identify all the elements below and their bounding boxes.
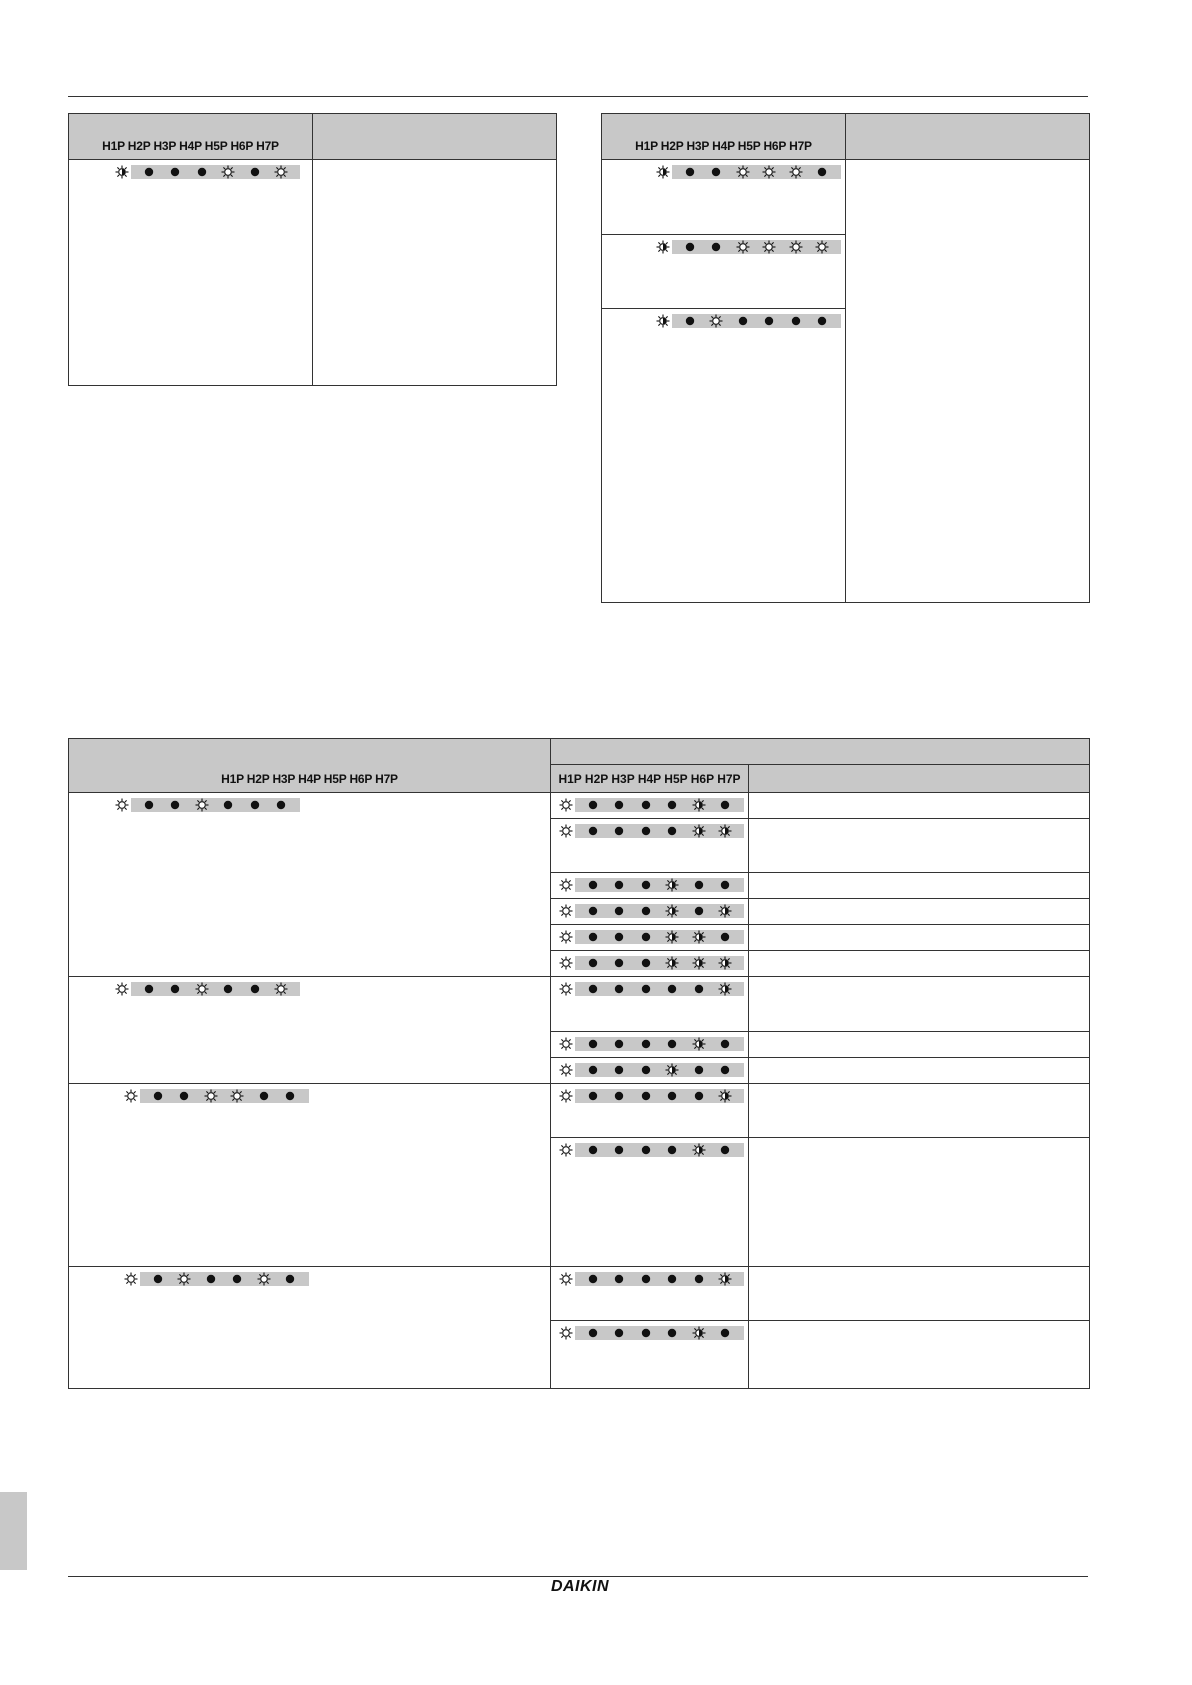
led-flash-icon — [686, 956, 711, 970]
led-off-icon — [659, 1037, 684, 1051]
sub-row — [551, 925, 749, 951]
led-off-icon — [215, 982, 240, 996]
led-off-icon — [171, 1089, 196, 1103]
header-rule — [68, 96, 1088, 97]
led-on-icon — [215, 165, 240, 179]
led-on-icon — [553, 1143, 578, 1157]
led-flash-icon — [650, 165, 675, 179]
led-flash-icon — [650, 314, 675, 328]
led-off-icon — [756, 314, 781, 328]
led-off-icon — [712, 1326, 737, 1340]
sub-row — [551, 819, 749, 873]
description-cell — [749, 873, 1090, 899]
led-off-icon — [633, 982, 658, 996]
led-off-icon — [633, 904, 658, 918]
description-cell — [846, 160, 1090, 603]
led-off-icon — [659, 824, 684, 838]
led-off-icon — [686, 1089, 711, 1103]
description-header — [846, 114, 1090, 160]
led-flash-icon — [686, 1326, 711, 1340]
led-off-icon — [251, 1089, 276, 1103]
led-off-icon — [606, 956, 631, 970]
led-off-icon — [633, 1037, 658, 1051]
led-off-icon — [659, 1089, 684, 1103]
led-on-icon — [553, 930, 578, 944]
led-on-icon — [189, 798, 214, 812]
led-flash-icon — [686, 1037, 711, 1051]
led-off-icon — [686, 878, 711, 892]
led-on-icon — [809, 240, 834, 254]
led-off-icon — [242, 798, 267, 812]
led-off-icon — [606, 1063, 631, 1077]
led-table-3 — [68, 738, 1090, 1389]
table-row — [69, 977, 551, 1084]
led-flash-icon — [712, 1272, 737, 1286]
table-row — [69, 793, 551, 977]
led-off-icon — [136, 165, 161, 179]
led-off-icon — [215, 798, 240, 812]
led-on-icon — [553, 904, 578, 918]
led-on-icon — [730, 165, 755, 179]
led-on-icon — [268, 982, 293, 996]
led-off-icon — [162, 798, 187, 812]
led-off-icon — [686, 904, 711, 918]
led-off-icon — [145, 1272, 170, 1286]
led-off-icon — [580, 1089, 605, 1103]
led-flash-icon — [712, 982, 737, 996]
table-row — [69, 1084, 551, 1267]
led-off-icon — [712, 798, 737, 812]
description-cell — [749, 819, 1090, 873]
led-on-icon — [189, 982, 214, 996]
led-off-icon — [580, 904, 605, 918]
led-off-icon — [580, 982, 605, 996]
description-cell — [749, 1058, 1090, 1084]
led-off-icon — [659, 1143, 684, 1157]
led-on-icon — [118, 1089, 143, 1103]
led-off-icon — [712, 1037, 737, 1051]
description-cell — [749, 1084, 1090, 1138]
description-cell — [749, 1138, 1090, 1267]
led-flash-icon — [659, 956, 684, 970]
sub-row — [551, 1032, 749, 1058]
led-on-icon — [251, 1272, 276, 1286]
led-off-icon — [703, 240, 728, 254]
led-off-icon — [659, 798, 684, 812]
led-header: H1P H2P H3P H4P H5P H6P H7P — [602, 114, 846, 160]
led-header: H1P H2P H3P H4P H5P H6P H7P — [69, 114, 313, 160]
led-on-icon — [109, 798, 134, 812]
led-off-icon — [712, 878, 737, 892]
led-off-icon — [580, 930, 605, 944]
led-off-icon — [606, 1143, 631, 1157]
led-off-icon — [712, 930, 737, 944]
led-off-icon — [606, 930, 631, 944]
led-off-icon — [580, 1326, 605, 1340]
led-off-icon — [606, 878, 631, 892]
description-cell — [749, 793, 1090, 819]
led-flash-icon — [659, 878, 684, 892]
led-off-icon — [677, 240, 702, 254]
led-off-icon — [606, 798, 631, 812]
led-on-icon — [553, 1272, 578, 1286]
led-off-icon — [633, 1272, 658, 1286]
led-off-icon — [633, 824, 658, 838]
led-off-icon — [809, 314, 834, 328]
led-flash-icon — [650, 240, 675, 254]
led-off-icon — [136, 798, 161, 812]
led-flash-icon — [659, 904, 684, 918]
led-off-icon — [659, 982, 684, 996]
led-off-icon — [606, 1326, 631, 1340]
led-off-icon — [730, 314, 755, 328]
sub-row — [551, 1058, 749, 1084]
led-on-icon — [553, 798, 578, 812]
led-off-icon — [633, 1326, 658, 1340]
description-cell — [749, 977, 1090, 1032]
sub-row — [551, 899, 749, 925]
led-on-icon — [553, 824, 578, 838]
sub-row — [551, 951, 749, 977]
sub-row — [551, 1138, 749, 1267]
led-off-icon — [162, 165, 187, 179]
led-flash-icon — [712, 956, 737, 970]
led-off-icon — [580, 956, 605, 970]
description-cell — [749, 1267, 1090, 1321]
led-off-icon — [189, 165, 214, 179]
led-on-icon — [118, 1272, 143, 1286]
led-off-icon — [580, 1272, 605, 1286]
led-off-icon — [659, 1326, 684, 1340]
description-cell — [749, 925, 1090, 951]
led-flash-icon — [659, 930, 684, 944]
led-off-icon — [633, 956, 658, 970]
led-flash-icon — [686, 930, 711, 944]
led-off-icon — [606, 1089, 631, 1103]
sub-row — [551, 793, 749, 819]
led-off-icon — [677, 165, 702, 179]
table-row — [69, 160, 313, 386]
led-flash-icon — [109, 165, 134, 179]
led-on-icon — [553, 1037, 578, 1051]
led-off-icon — [686, 982, 711, 996]
led-off-icon — [659, 1272, 684, 1286]
led-off-icon — [268, 798, 293, 812]
led-off-icon — [242, 165, 267, 179]
led-on-icon — [553, 956, 578, 970]
led-on-icon — [756, 165, 781, 179]
result-header — [551, 739, 1090, 765]
led-off-icon — [580, 1143, 605, 1157]
table-row — [602, 160, 846, 235]
led-on-icon — [553, 1089, 578, 1103]
sub-row — [551, 1267, 749, 1321]
led-flash-icon — [712, 1089, 737, 1103]
led-on-icon — [224, 1089, 249, 1103]
sub-row — [551, 1084, 749, 1138]
led-off-icon — [224, 1272, 249, 1286]
footer-rule — [68, 1576, 1088, 1577]
led-off-icon — [606, 824, 631, 838]
led-off-icon — [809, 165, 834, 179]
description-cell — [749, 1032, 1090, 1058]
led-off-icon — [677, 314, 702, 328]
led-off-icon — [198, 1272, 223, 1286]
led-off-icon — [580, 878, 605, 892]
led-on-icon — [268, 165, 293, 179]
led-off-icon — [136, 982, 161, 996]
led-on-icon — [730, 240, 755, 254]
description-header — [313, 114, 557, 160]
led-on-icon — [553, 878, 578, 892]
sub-row — [551, 873, 749, 899]
table-row — [602, 235, 846, 309]
led-header: H1P H2P H3P H4P H5P H6P H7P — [69, 739, 551, 793]
led-off-icon — [145, 1089, 170, 1103]
sub-row — [551, 977, 749, 1032]
led-table-1 — [68, 113, 557, 386]
description-cell — [749, 951, 1090, 977]
led-off-icon — [606, 1272, 631, 1286]
led-flash-icon — [686, 824, 711, 838]
led-on-icon — [703, 314, 728, 328]
led-on-icon — [783, 165, 808, 179]
led-on-icon — [171, 1272, 196, 1286]
led-on-icon — [756, 240, 781, 254]
led-off-icon — [580, 1037, 605, 1051]
led-flash-icon — [659, 1063, 684, 1077]
led-off-icon — [162, 982, 187, 996]
led-flash-icon — [686, 1143, 711, 1157]
sub-description-header — [749, 765, 1090, 793]
led-off-icon — [277, 1089, 302, 1103]
led-off-icon — [783, 314, 808, 328]
led-off-icon — [580, 824, 605, 838]
led-off-icon — [633, 1089, 658, 1103]
led-off-icon — [633, 930, 658, 944]
led-on-icon — [198, 1089, 223, 1103]
table-row — [69, 1267, 551, 1389]
description-cell — [749, 899, 1090, 925]
led-on-icon — [783, 240, 808, 254]
led-flash-icon — [686, 798, 711, 812]
daikin-logo: DAIKIN — [550, 1578, 610, 1595]
led-on-icon — [553, 1063, 578, 1077]
sub-row — [551, 1321, 749, 1389]
led-off-icon — [242, 982, 267, 996]
led-on-icon — [553, 982, 578, 996]
led-off-icon — [712, 1063, 737, 1077]
led-off-icon — [703, 165, 728, 179]
led-table-2 — [601, 113, 1090, 603]
led-off-icon — [606, 904, 631, 918]
led-on-icon — [553, 1326, 578, 1340]
led-flash-icon — [712, 824, 737, 838]
table-row — [602, 309, 846, 603]
description-cell — [749, 1321, 1090, 1389]
led-flash-icon — [712, 904, 737, 918]
led-off-icon — [580, 798, 605, 812]
led-off-icon — [606, 982, 631, 996]
led-off-icon — [633, 878, 658, 892]
page-tab-marker — [0, 1492, 27, 1570]
led-off-icon — [580, 1063, 605, 1077]
led-off-icon — [277, 1272, 302, 1286]
led-off-icon — [606, 1037, 631, 1051]
led-on-icon — [109, 982, 134, 996]
led-off-icon — [686, 1063, 711, 1077]
led-off-icon — [633, 1143, 658, 1157]
led-off-icon — [686, 1272, 711, 1286]
led-off-icon — [712, 1143, 737, 1157]
led-off-icon — [633, 1063, 658, 1077]
led-off-icon — [633, 798, 658, 812]
sub-led-header: H1P H2P H3P H4P H5P H6P H7P — [551, 765, 749, 793]
description-cell — [313, 160, 557, 386]
